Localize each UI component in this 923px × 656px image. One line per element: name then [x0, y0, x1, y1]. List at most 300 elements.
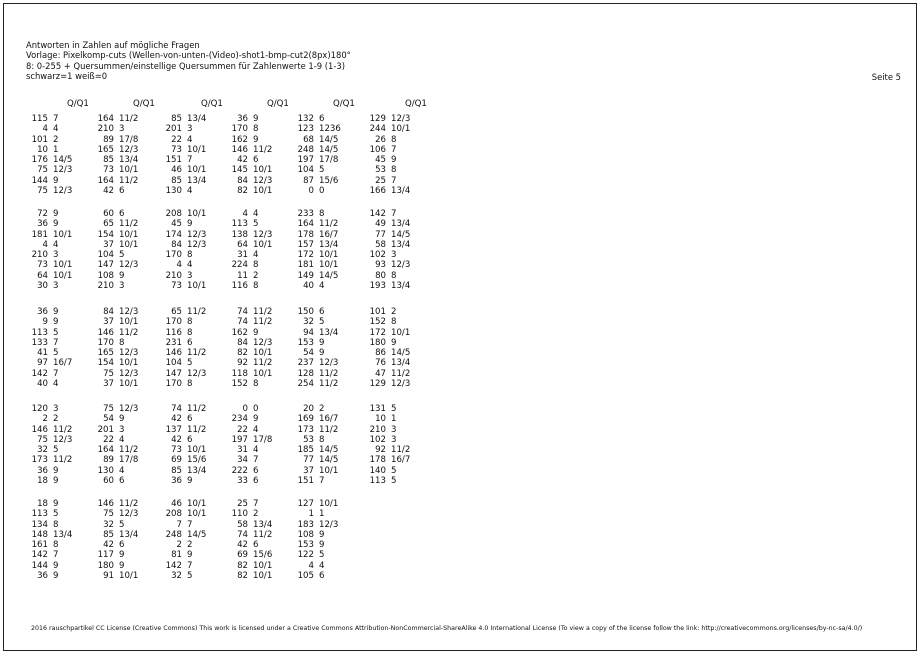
table-row: [230, 540, 300, 550]
number-block: [30, 307, 100, 389]
value-quersumme: 10/1: [253, 560, 273, 571]
value-number: 162: [231, 134, 248, 145]
value-quersumme: 14/5: [319, 455, 339, 466]
table-row: [368, 379, 438, 389]
value-number: 92: [237, 358, 248, 369]
value-number: 153: [297, 540, 314, 551]
value-quersumme: 9: [119, 414, 125, 425]
value-number: 89: [103, 134, 114, 145]
value-quersumme: 14/5: [391, 348, 411, 359]
table-row: [30, 176, 100, 186]
value-number: 86: [375, 348, 386, 359]
value-quersumme: 13/4: [53, 529, 73, 540]
value-number: 2: [42, 414, 48, 425]
value-quersumme: 17/8: [319, 155, 339, 166]
number-block: [296, 404, 366, 486]
value-number: 74: [237, 307, 248, 317]
value-quersumme: 4: [119, 434, 125, 445]
value-quersumme: 9: [187, 219, 193, 230]
table-row: [96, 509, 166, 519]
value-quersumme: 14/5: [319, 134, 339, 145]
value-number: 46: [171, 499, 182, 509]
value-quersumme: 16/7: [53, 358, 73, 369]
value-quersumme: 12/3: [119, 144, 139, 155]
table-row: [164, 219, 234, 229]
table-row: [368, 209, 438, 219]
value-number: 164: [97, 445, 114, 456]
table-row: [30, 135, 100, 145]
value-number: 75: [37, 186, 48, 197]
value-quersumme: 1: [53, 144, 59, 155]
value-number: 54: [303, 348, 314, 359]
value-quersumme: 3: [53, 404, 59, 414]
value-quersumme: 5: [119, 250, 125, 261]
value-quersumme: 11/2: [119, 175, 139, 186]
value-quersumme: 7: [53, 114, 59, 124]
value-quersumme: 9: [253, 134, 259, 145]
value-quersumme: 7: [391, 175, 397, 186]
value-number: 75: [37, 434, 48, 445]
value-number: 22: [103, 434, 114, 445]
table-row: [296, 435, 366, 445]
value-quersumme: 5: [53, 348, 59, 359]
table-row: [296, 307, 366, 317]
value-number: 197: [297, 155, 314, 166]
value-quersumme: 10/1: [53, 260, 73, 271]
value-quersumme: 9: [53, 560, 59, 571]
table-row: [96, 455, 166, 465]
header-source: Vorlage: Pixelkomp-cuts (Wellen-von-unten-(Video)-shot1-bmp-cut2(8px)180°: [26, 50, 351, 61]
value-number: 74: [171, 404, 182, 414]
value-quersumme: 10/1: [253, 239, 273, 250]
value-number: 180: [369, 337, 386, 348]
value-number: 174: [165, 229, 182, 240]
value-quersumme: 9: [319, 529, 325, 540]
value-number: 147: [97, 260, 114, 271]
value-quersumme: 8: [391, 270, 397, 281]
value-quersumme: 12/3: [187, 229, 207, 240]
table-row: [368, 176, 438, 186]
value-number: 37: [103, 317, 114, 328]
number-block: [96, 307, 166, 389]
number-block: [230, 209, 300, 291]
value-quersumme: 10/1: [319, 499, 339, 509]
table-row: [164, 455, 234, 465]
table-row: [164, 317, 234, 327]
table-row: [164, 307, 234, 317]
value-number: 248: [165, 529, 182, 540]
value-number: 244: [369, 124, 386, 135]
value-number: 85: [171, 175, 182, 186]
value-quersumme: 14/5: [391, 229, 411, 240]
value-quersumme: 6: [253, 540, 259, 551]
table-row: [230, 455, 300, 465]
table-row: [164, 369, 234, 379]
table-row: [368, 281, 438, 291]
column-header: Q/Q1: [267, 99, 289, 109]
value-quersumme: 11/2: [53, 455, 73, 466]
value-quersumme: 12/3: [119, 348, 139, 359]
value-number: 30: [37, 281, 48, 292]
value-number: 37: [303, 465, 314, 476]
value-number: 68: [303, 134, 314, 145]
table-row: [230, 260, 300, 270]
number-block: [164, 307, 234, 389]
value-number: 45: [171, 219, 182, 230]
value-quersumme: 3: [119, 281, 125, 292]
value-number: 58: [237, 519, 248, 530]
value-quersumme: 13/4: [187, 175, 207, 186]
table-row: [30, 476, 100, 486]
value-number: 170: [231, 124, 248, 135]
table-row: [230, 155, 300, 165]
table-row: [296, 476, 366, 486]
table-row: [296, 240, 366, 250]
number-block: [30, 499, 100, 581]
table-row: [30, 260, 100, 270]
table-row: [96, 369, 166, 379]
value-quersumme: 14/5: [187, 529, 207, 540]
value-number: 146: [31, 424, 48, 435]
value-quersumme: 12/3: [253, 337, 273, 348]
value-quersumme: 12/3: [119, 509, 139, 520]
table-row: [30, 307, 100, 317]
document-header: [26, 40, 351, 81]
value-quersumme: 9: [119, 560, 125, 571]
value-quersumme: 9: [53, 175, 59, 186]
value-quersumme: 4: [119, 465, 125, 476]
value-number: 201: [165, 124, 182, 135]
table-row: [96, 307, 166, 317]
value-number: 116: [165, 327, 182, 338]
table-row: [296, 114, 366, 124]
table-row: [296, 250, 366, 260]
table-row: [96, 338, 166, 348]
table-row: [164, 520, 234, 530]
value-quersumme: 3: [391, 434, 397, 445]
number-block: [96, 209, 166, 291]
value-number: 142: [369, 209, 386, 219]
value-number: 132: [297, 114, 314, 124]
value-number: 60: [103, 209, 114, 219]
table-row: [368, 466, 438, 476]
table-row: [296, 145, 366, 155]
table-row: [368, 260, 438, 270]
value-quersumme: 11/2: [253, 317, 273, 328]
value-number: 31: [237, 445, 248, 456]
value-number: 26: [375, 134, 386, 145]
table-row: [96, 445, 166, 455]
value-quersumme: 8: [253, 379, 259, 390]
value-quersumme: 5: [253, 219, 259, 230]
value-number: 197: [231, 434, 248, 445]
value-quersumme: 9: [53, 571, 59, 582]
value-quersumme: 7: [391, 209, 397, 219]
value-quersumme: 13/4: [319, 327, 339, 338]
table-row: [230, 165, 300, 175]
table-row: [296, 165, 366, 175]
value-number: 10: [37, 144, 48, 155]
value-quersumme: 3: [53, 281, 59, 292]
value-number: 2: [176, 540, 182, 551]
table-row: [368, 219, 438, 229]
value-number: 46: [171, 165, 182, 176]
table-row: [164, 358, 234, 368]
value-quersumme: 10/1: [119, 165, 139, 176]
table-row: [368, 338, 438, 348]
value-quersumme: 10/1: [53, 229, 73, 240]
table-row: [368, 317, 438, 327]
value-number: 73: [37, 260, 48, 271]
value-number: 85: [103, 155, 114, 166]
table-row: [96, 328, 166, 338]
value-number: 222: [231, 465, 248, 476]
value-quersumme: 9: [253, 114, 259, 124]
header-title: Antworten in Zahlen auf mögliche Fragen: [26, 40, 200, 50]
value-quersumme: 16/7: [391, 455, 411, 466]
table-row: [96, 379, 166, 389]
value-quersumme: 13/4: [119, 529, 139, 540]
value-quersumme: 5: [53, 509, 59, 520]
table-row: [30, 271, 100, 281]
number-block: [230, 404, 300, 486]
table-row: [164, 509, 234, 519]
number-block: [30, 114, 100, 196]
value-number: 94: [303, 327, 314, 338]
table-row: [296, 540, 366, 550]
value-number: 4: [42, 239, 48, 250]
value-number: 33: [237, 476, 248, 487]
value-quersumme: 4: [253, 424, 259, 435]
value-number: 129: [369, 114, 386, 124]
table-row: [368, 145, 438, 155]
value-number: 89: [103, 455, 114, 466]
value-quersumme: 12/3: [119, 307, 139, 317]
value-number: 0: [242, 404, 248, 414]
value-number: 146: [231, 144, 248, 155]
value-quersumme: 2: [53, 414, 59, 425]
value-number: 146: [97, 499, 114, 509]
table-row: [230, 307, 300, 317]
value-number: 18: [37, 476, 48, 487]
table-row: [30, 250, 100, 260]
value-quersumme: 4: [187, 134, 193, 145]
value-number: 131: [369, 404, 386, 414]
number-block: [164, 499, 234, 581]
value-number: 172: [297, 250, 314, 261]
value-quersumme: 6: [319, 307, 325, 317]
value-number: 108: [97, 270, 114, 281]
value-number: 210: [31, 250, 48, 261]
table-row: [30, 414, 100, 424]
table-row: [230, 114, 300, 124]
table-row: [230, 240, 300, 250]
value-number: 224: [231, 260, 248, 271]
table-row: [164, 250, 234, 260]
table-row: [30, 358, 100, 368]
value-quersumme: 12/3: [253, 175, 273, 186]
value-quersumme: 7: [187, 560, 193, 571]
table-row: [368, 425, 438, 435]
table-row: [30, 281, 100, 291]
value-number: 104: [297, 165, 314, 176]
table-row: [164, 550, 234, 560]
value-number: 122: [297, 550, 314, 561]
table-row: [230, 348, 300, 358]
value-quersumme: 12/3: [319, 519, 339, 530]
value-number: 173: [297, 424, 314, 435]
number-block: [230, 307, 300, 389]
table-row: [296, 338, 366, 348]
value-quersumme: 16/7: [319, 414, 339, 425]
table-row: [230, 530, 300, 540]
value-quersumme: 8: [187, 379, 193, 390]
value-number: 147: [165, 368, 182, 379]
value-quersumme: 8: [187, 317, 193, 328]
value-number: 74: [237, 529, 248, 540]
table-row: [164, 466, 234, 476]
table-row: [164, 260, 234, 270]
value-quersumme: 11/2: [187, 348, 207, 359]
value-number: 161: [31, 540, 48, 551]
value-quersumme: 9: [319, 348, 325, 359]
value-number: 65: [103, 219, 114, 230]
value-number: 64: [237, 239, 248, 250]
table-row: [230, 135, 300, 145]
table-row: [96, 260, 166, 270]
value-quersumme: 6: [253, 465, 259, 476]
value-number: 152: [231, 379, 248, 390]
table-row: [368, 186, 438, 196]
table-row: [30, 404, 100, 414]
value-quersumme: 11/2: [319, 368, 339, 379]
table-row: [368, 445, 438, 455]
table-row: [164, 425, 234, 435]
value-quersumme: 2: [187, 540, 193, 551]
value-quersumme: 8: [187, 250, 193, 261]
table-row: [296, 186, 366, 196]
value-quersumme: 10/1: [253, 368, 273, 379]
value-quersumme: 11/2: [319, 424, 339, 435]
value-number: 81: [171, 550, 182, 561]
value-number: 133: [31, 337, 48, 348]
value-quersumme: 17/8: [119, 134, 139, 145]
table-row: [30, 425, 100, 435]
value-quersumme: 11/2: [119, 114, 139, 124]
table-row: [164, 328, 234, 338]
table-row: [164, 145, 234, 155]
value-number: 101: [31, 134, 48, 145]
value-number: 151: [165, 155, 182, 166]
value-quersumme: 8: [319, 434, 325, 445]
table-row: [30, 230, 100, 240]
value-quersumme: 9: [119, 550, 125, 561]
number-block: [368, 114, 438, 196]
value-number: 64: [37, 270, 48, 281]
column-header: Q/Q1: [405, 99, 427, 109]
value-quersumme: 5: [319, 550, 325, 561]
value-number: 32: [103, 519, 114, 530]
value-number: 75: [37, 165, 48, 176]
value-quersumme: 10/1: [187, 499, 207, 509]
value-quersumme: 8: [391, 317, 397, 328]
value-number: 210: [97, 281, 114, 292]
value-quersumme: 14/5: [53, 155, 73, 166]
value-number: 60: [103, 476, 114, 487]
value-number: 170: [165, 379, 182, 390]
value-number: 134: [31, 519, 48, 530]
value-number: 208: [165, 209, 182, 219]
value-number: 72: [37, 209, 48, 219]
value-number: 138: [231, 229, 248, 240]
table-row: [30, 520, 100, 530]
license-footer: 2016 rauschpartikel CC License (Creative Commons) This work is licensed under a Creative Commons Attribution-NonCommercial-ShareAlike 4.0 International License (To view a copy of the license follow the link: http://creativecommons.org/licenses/by-nc-sa/4.0/): [31, 625, 863, 632]
value-number: 101: [369, 307, 386, 317]
value-number: 181: [297, 260, 314, 271]
value-quersumme: 9: [253, 327, 259, 338]
table-row: [230, 230, 300, 240]
table-row: [368, 250, 438, 260]
table-row: [96, 250, 166, 260]
value-number: 178: [369, 455, 386, 466]
value-quersumme: 3: [119, 124, 125, 135]
value-quersumme: 6: [119, 186, 125, 197]
value-quersumme: 13/4: [187, 465, 207, 476]
value-number: 173: [31, 455, 48, 466]
value-quersumme: 4: [319, 560, 325, 571]
table-row: [368, 165, 438, 175]
value-number: 162: [231, 327, 248, 338]
table-row: [296, 414, 366, 424]
value-number: 42: [103, 540, 114, 551]
value-quersumme: 4: [53, 379, 59, 390]
value-quersumme: 12/3: [119, 368, 139, 379]
value-quersumme: 6: [319, 114, 325, 124]
value-number: 169: [297, 414, 314, 425]
value-quersumme: 10/1: [319, 260, 339, 271]
table-row: [30, 445, 100, 455]
value-quersumme: 12/3: [53, 434, 73, 445]
value-number: 82: [237, 560, 248, 571]
value-quersumme: 5: [319, 165, 325, 176]
value-quersumme: 10/1: [253, 571, 273, 582]
value-quersumme: 5: [119, 519, 125, 530]
table-row: [368, 328, 438, 338]
value-number: 73: [103, 165, 114, 176]
value-quersumme: 13/4: [253, 519, 273, 530]
value-number: 4: [242, 209, 248, 219]
table-row: [30, 317, 100, 327]
value-quersumme: 9: [53, 317, 59, 328]
table-row: [230, 186, 300, 196]
value-number: 144: [31, 175, 48, 186]
value-quersumme: 1236: [319, 124, 341, 135]
value-number: 201: [97, 424, 114, 435]
table-row: [30, 338, 100, 348]
table-row: [296, 425, 366, 435]
value-quersumme: 3: [53, 250, 59, 261]
value-quersumme: 9: [53, 307, 59, 317]
table-row: [96, 476, 166, 486]
value-quersumme: 11/2: [253, 144, 273, 155]
value-quersumme: 3: [187, 270, 193, 281]
value-number: 77: [375, 229, 386, 240]
table-row: [30, 509, 100, 519]
value-quersumme: 9: [53, 476, 59, 487]
value-number: 58: [375, 239, 386, 250]
value-number: 164: [97, 114, 114, 124]
value-number: 210: [97, 124, 114, 135]
